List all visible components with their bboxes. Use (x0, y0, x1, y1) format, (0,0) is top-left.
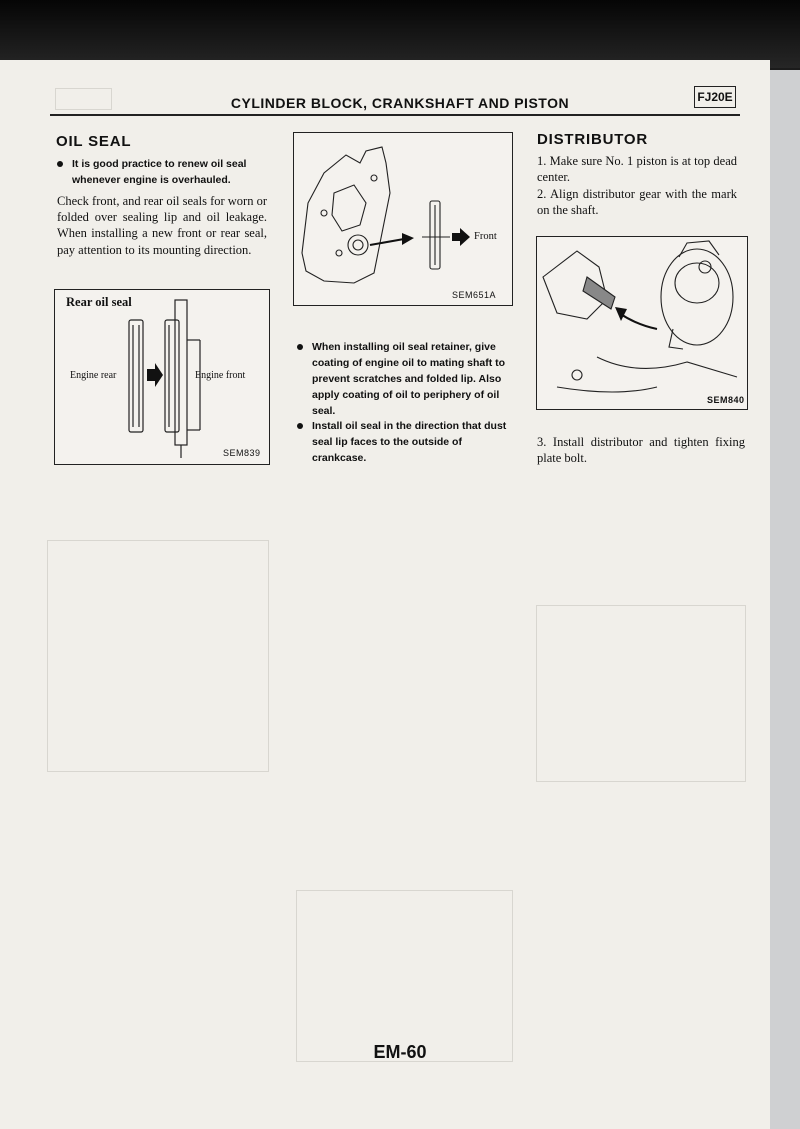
show-through-box-1 (47, 540, 269, 772)
oil-seal-heading: OIL SEAL (56, 133, 132, 150)
page-edge-strip (770, 70, 800, 1129)
distributor-step-1: 1. Make sure No. 1 piston is at top dead center. (537, 154, 737, 185)
scanner-background (0, 0, 800, 68)
show-through-box-3 (536, 605, 746, 782)
distributor-step-2: 2. Align distributor gear with the mark on the shaft. (537, 187, 737, 218)
distributor-step-3: 3. Install distributor and tighten fixing plate bolt. (537, 435, 745, 466)
retainer-diagram (294, 133, 512, 305)
distributor-diagram (537, 237, 747, 409)
oil-seal-bullet: It is good practice to renew oil seal whenever engine is overhauled. (72, 156, 268, 188)
engine-front-label: Engine front (195, 370, 246, 381)
show-through-box-2 (296, 890, 513, 1062)
header-rule (50, 114, 740, 116)
engine-code-badge: FJ20E (694, 86, 736, 108)
figure-title: Rear oil seal (66, 295, 132, 309)
oil-seal-paragraph: Check front, and rear oil seals for worn or folded over sealing lip and oil leakage. When installing a new front or rear seal, pay attention to its mounting direction. (57, 194, 267, 257)
figure-code: SEM840 (707, 395, 745, 405)
figure-code: SEM651A (452, 290, 497, 300)
engine-rear-label: Engine rear (70, 370, 117, 381)
retainer-install-bullet: When installing oil seal retainer, give coating of engine oil to mating shaft to prevent scratches and folded lip. Also apply coating of oil to periphery of oil seal. (312, 339, 508, 419)
page-number: EM-60 (373, 1042, 427, 1062)
rear-oil-seal-figure (54, 289, 270, 465)
oil-seal-retainer-figure (293, 132, 513, 306)
distributor-figure (536, 236, 748, 410)
distributor-heading: DISTRIBUTOR (537, 131, 649, 148)
page-header-title: CYLINDER BLOCK, CRANKSHAFT AND PISTON (230, 95, 570, 111)
seal-direction-bullet: Install oil seal in the direction that dust seal lip faces to the outside of crankcase. (312, 420, 507, 464)
figure-code: SEM839 (223, 448, 261, 458)
front-label: Front (474, 231, 497, 242)
